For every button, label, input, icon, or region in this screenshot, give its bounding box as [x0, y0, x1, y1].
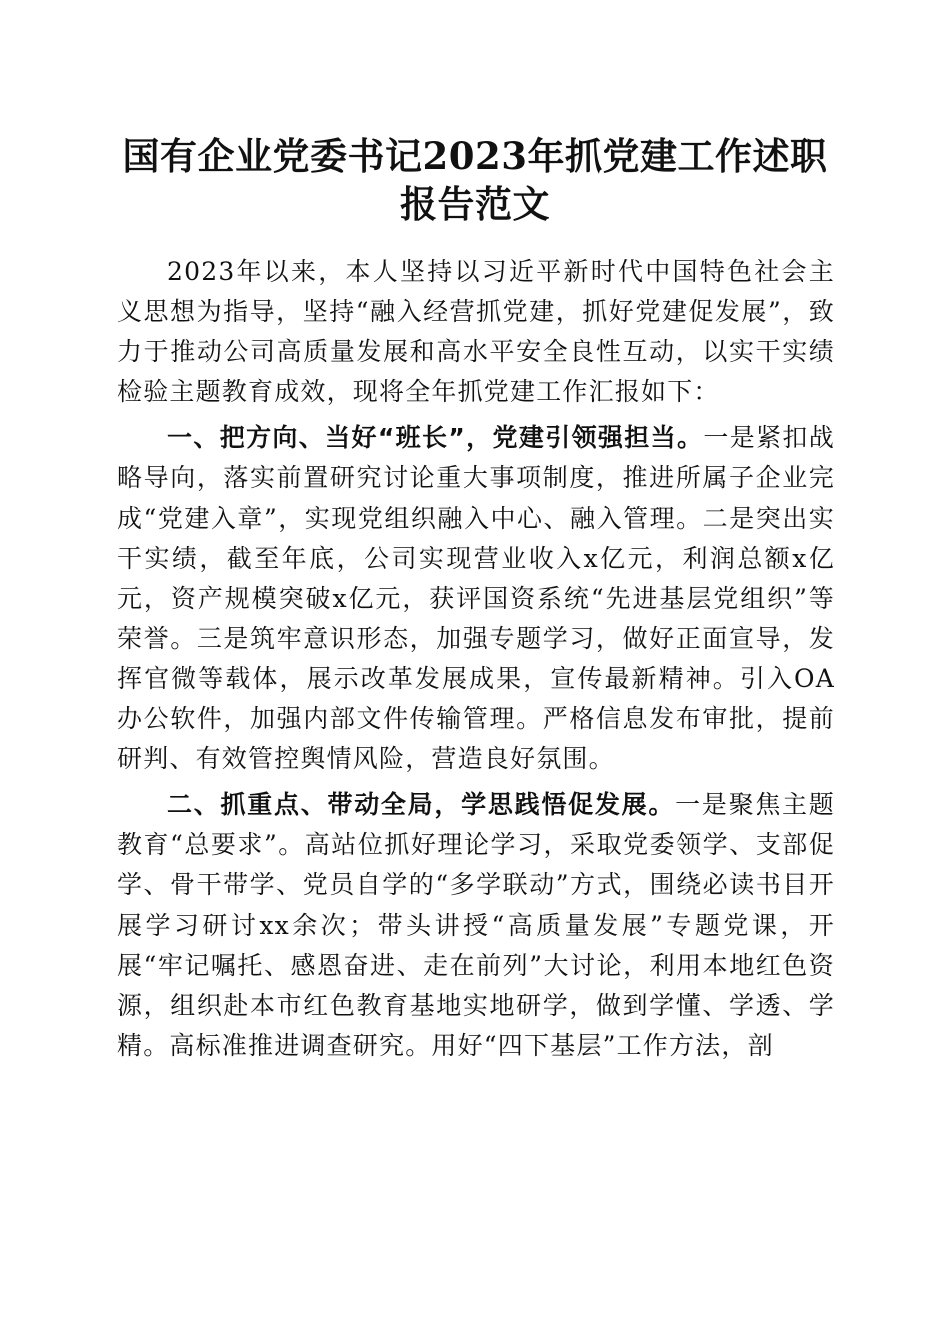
document-title: 国有企业党委书记2023年抓党建工作述职报告范文	[122, 134, 828, 226]
document-body	[117, 252, 835, 1072]
section-heading-2: 二、抓重点、带动全局，学思践悟促发展。	[167, 790, 676, 820]
section-paragraph-1	[117, 418, 835, 779]
section-text-1: 一是紧扣战略导向，落实前置研究讨论重大事项制度，推进所属子企业完成“党建入章”，实现党组织融入中心、融入管理。二是突出实干实绩，截至年底，公司实现营业收入x亿元，利润总额x亿元，资产规模突破x亿元，获评国资系统“先进基层党组织”等荣誉。三是筑牢意识形态，加强专题学习，做好正面宣导，发挥官微等载体，展示改革发展成果，宣传最新精神。引入OA办公软件，加强内部文件传输管理。严格信息发布审批，提前研判、有效管控舆情风险，营造良好氛围。	[117, 423, 835, 774]
section-heading-1: 一、把方向、当好“班长”，党建引领强担当。	[167, 423, 704, 453]
intro-paragraph: 2023年以来，本人坚持以习近平新时代中国特色社会主义思想为指导，坚持“融入经营抓党建，抓好党建促发展”，致力于推动公司高质量发展和高水平安全良性互动，以实干实绩检验主题教育成效，现将全年抓党建工作汇报如下：	[117, 257, 835, 407]
section-text-2: 一是聚焦主题教育“总要求”。高站位抓好理论学习，采取党委领学、支部促学、骨干带学、党员自学的“多学联动”方式，围绕必读书目开展学习研讨xx余次；带头讲授“高质量发展”专题党课，开展“牢记嘱托、感恩奋进、走在前列”大讨论，利用本地红色资源，组织赴本市红色教育基地实地研学，做到学懂、学透、学精。高标准推进调查研究。用好“四下基层”工作方法，剖	[117, 790, 835, 1060]
section-paragraph-2	[117, 785, 835, 1066]
